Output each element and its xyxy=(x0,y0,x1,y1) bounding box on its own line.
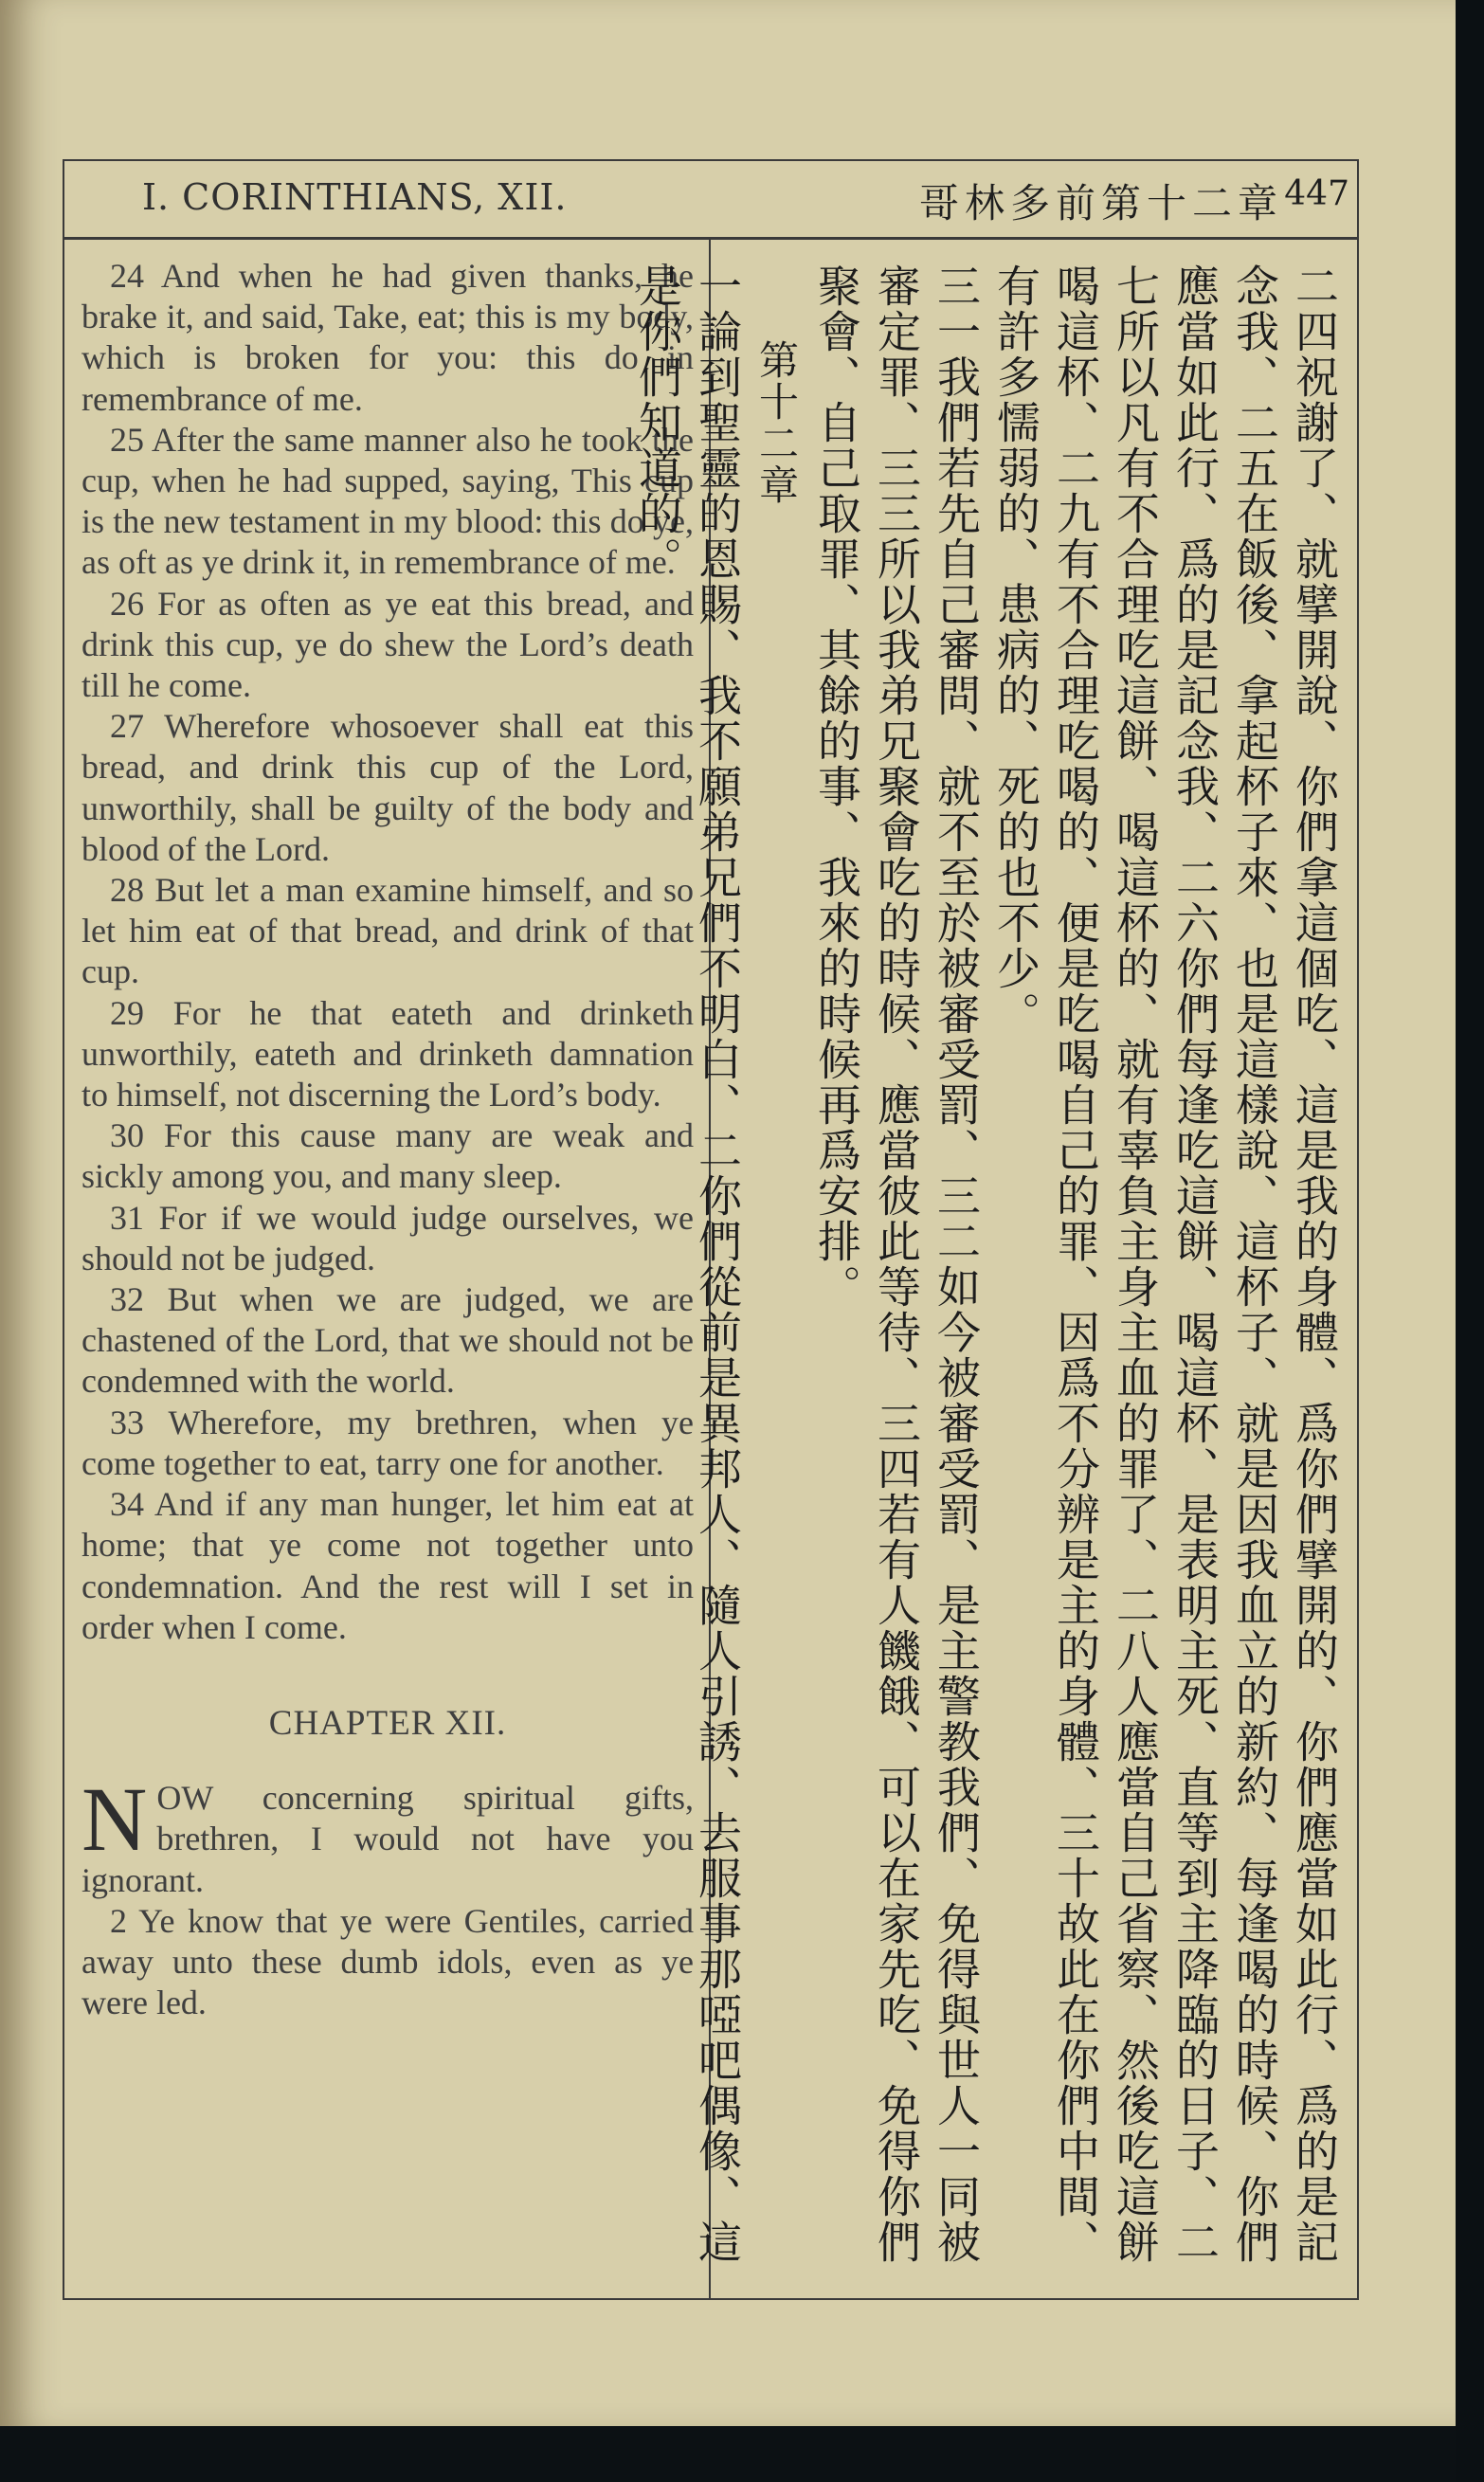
chinese-passage-3: 一論到聖靈的恩賜、我不願弟兄們不明白、二你們從前是異邦人、隨人引誘、去服事那啞吧偶像、這是你們知道的。 xyxy=(632,263,743,2265)
drop-cap: N xyxy=(81,1768,148,1871)
chinese-passage-2: 三一我們若先自己審問、就不至於被審受罰、三二如今被審受罰、是主警教我們、免得與世人一同被審定罪、三三所以我弟兄聚會吃的時候、應當彼此等待、三四若有人饑餓、可以在家先吃、免得你們聚會、自己取罪、其餘的事、我來的時候再爲安排。 xyxy=(811,263,982,2265)
verse-26: 26 For as often as ye eat this bread, and drink this cup, ye do shew the Lord’s death till he come. xyxy=(81,584,694,705)
header-english-title: I. CORINTHIANS, XII. xyxy=(142,176,568,218)
verse-30: 30 For this cause many are weak and sickly among you, and many sleep. xyxy=(81,1116,694,1196)
english-column xyxy=(81,256,694,2023)
verse-28: 28 But let a man examine himself, and so let him eat of that bread, and drink of that cup. xyxy=(81,871,694,991)
verse-32: 32 But when we are judged, we are chastened of the Lord, that we should not be condemned with the world. xyxy=(81,1280,694,1401)
verse-24: 24 And when he had given thanks, he brake it, and said, Take, eat; this is my body, which is broken for you: this do in remembrance of me. xyxy=(81,257,694,418)
running-header xyxy=(64,161,1357,240)
verse-27: 27 Wherefore whosoever shall eat this bread, and drink this cup of the Lord, unworthily, shall be guilty of the body and blood of the Lord. xyxy=(81,707,694,868)
scan-background-bottom xyxy=(0,2426,1484,2482)
chapter-12-verse-1 xyxy=(81,1768,694,1901)
scan-background-right xyxy=(1456,0,1484,2482)
chapter-heading-english: CHAPTER XII. xyxy=(268,1703,507,1743)
chapter-12-verse-2: 2 Ye know that ye were Gentiles, carried away unto these dumb idols, even as ye were led. xyxy=(81,1901,694,2022)
verse-34: 34 And if any man hunger, let him eat at home; that ye come not together unto condemnation. And the rest will I set in order when I come. xyxy=(81,1485,694,1646)
verse-31: 31 For if we would judge ourselves, we should not be judged. xyxy=(81,1198,694,1277)
verse-25: 25 After the same manner also he took the cup, when he had supped, saying, This cup is the new testament in my blood: this do ye, as oft as ye drink it, in remembrance of me. xyxy=(81,420,694,582)
header-chinese-title: 哥林多前第十二章 xyxy=(918,180,1283,226)
verse-33: 33 Wherefore, my brethren, when ye come together to eat, tarry one for another. xyxy=(81,1403,694,1482)
page-number: 447 xyxy=(1284,174,1349,213)
verse-29: 29 For he that eateth and drinketh unworthily, eateth and drinketh damnation to himself, not discerning the Lord’s body. xyxy=(81,993,694,1114)
chinese-column xyxy=(632,263,1344,2273)
chinese-passage-1: 二四祝謝了、就擘開說、你們拿這個吃、這是我的身體、爲你們擘開的、你們應當如此行、爲的是記念我、二五在飯後、拿起杯子來、也是這樣說、這杯子、就是因我血立的新約、每逢喝的時候、你們應當如此行、爲的是記念我、二六你們每逢吃這餅、喝這杯、是表明主死、直等到主降臨的日子、二七所以凡有不合理吃這餅、喝這杯的、就有辜負主身主血的罪了、二八人應當自己省察、然後吃這餅喝這杯、二九有不合理吃喝的、便是吃喝自己的罪、因爲不分辨是主的身體、三十故此在你們中間、有許多懦弱的、患病的、死的也不少。 xyxy=(990,263,1340,2265)
chapter-heading-chinese: 第十二章 xyxy=(753,339,800,506)
chapter-12-verse-1-text: OW concerning spiritual gifts, brethren, I would not have you ignorant. xyxy=(81,1779,694,1899)
text-frame xyxy=(63,159,1359,2300)
